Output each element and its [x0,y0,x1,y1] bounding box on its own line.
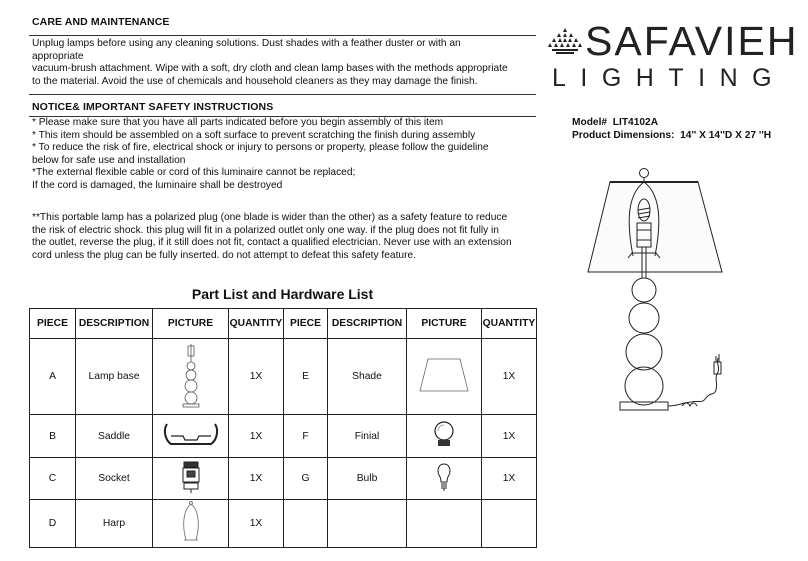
table-row [30,458,537,500]
picture-cell [407,339,482,415]
quantity-cell: 1X [482,415,537,458]
quantity-cell [482,500,537,548]
socket-icon [180,460,202,494]
quantity-cell: 1X [229,339,284,415]
column-header: QUANTITY [482,309,537,339]
brand-subtitle: LIGHTING [552,64,787,92]
description-cell: Socket [76,458,153,500]
model-info: Model# LIT4102A Product Dimensions: 14'' X 14''D X 27 ''H [572,117,772,141]
divider [29,35,536,36]
quantity-cell: 1X [229,415,284,458]
quantity-cell: 1X [229,500,284,548]
column-header: PIECE [284,309,328,339]
lamp-illustration [586,160,746,420]
safety-text: * Please make sure that you have all parts indicated before you begin assembly of this item * This item should be assembled on a soft surface to prevent scratching the finish during assembly * To reduce the risk of fire, electrical shock or injury to persons or property, please follow the guideline below for safe use and installation *The external flexible cable or cord of this luminaire cannot be replaced; If the cord is damaged, the luminaire shall be destroyed [32,117,489,191]
table-header-row [30,309,537,339]
column-header: DESCRIPTION [328,309,407,339]
piece-cell: G [284,458,328,500]
description-cell: Harp [76,500,153,548]
column-header: PIECE [30,309,76,339]
safety-heading: NOTICE& IMPORTANT SAFETY INSTRUCTIONS [32,101,274,113]
picture-cell [153,415,229,458]
picture-cell [407,415,482,458]
description-cell: Lamp base [76,339,153,415]
harp-icon [179,500,203,544]
chandelier-logo-icon [548,28,582,56]
quantity-cell: 1X [482,339,537,415]
description-cell: Shade [328,339,407,415]
care-text: Unplug lamps before using any cleaning solutions. Dust shades with a feather duster or with an appropriate vacuum-brush attachment. Wipe with a soft, dry cloth and clean lamp bases with the methods appropriate to the material. Avoid the use of chemicals and household cleaners as they may damage the finish. [32,38,508,87]
piece-cell: A [30,339,76,415]
table-row [30,415,537,458]
piece-cell: F [284,415,328,458]
picture-cell [153,458,229,500]
quantity-cell: 1X [229,458,284,500]
product-dimensions: 14'' X 14''D X 27 ''H [680,130,772,141]
description-cell: Bulb [328,458,407,500]
piece-cell: E [284,339,328,415]
piece-cell: C [30,458,76,500]
picture-cell [153,339,229,415]
saddle-icon [161,420,221,450]
column-header: PICTURE [407,309,482,339]
piece-cell [284,500,328,548]
piece-cell: D [30,500,76,548]
lamp-base-icon [176,342,206,408]
brand-logo [548,18,799,94]
plug-text: **This portable lamp has a polarized plug (one blade is wider than the other) as a safety feature to reduce the risk of electric shock. this plug will fit in a polarized outlet only one way. if the plug does not fit fully in the outlet, reverse the plug, if it still does not fit, contact a qualified electrician. Never use with an extension cord unless the plug can be fully inserted. do not attempt to defeat this safety feature. [32,212,512,261]
description-cell: Finial [328,415,407,458]
shade-icon [416,353,472,397]
quantity-cell: 1X [482,458,537,500]
column-header: PICTURE [153,309,229,339]
column-header: DESCRIPTION [76,309,153,339]
parts-table [29,308,537,548]
bulb-icon [435,462,453,492]
model-number: LIT4102A [612,117,659,128]
divider [29,94,536,95]
column-header: QUANTITY [229,309,284,339]
picture-cell [407,458,482,500]
table-row [30,339,537,415]
picture-cell [153,500,229,548]
brand-name: SAFAVIEH [585,18,799,64]
description-cell: Saddle [76,415,153,458]
piece-cell: B [30,415,76,458]
description-cell [328,500,407,548]
parts-table-title: Part List and Hardware List [191,286,374,302]
table-row [30,500,537,548]
care-heading: CARE AND MAINTENANCE [32,16,170,28]
picture-cell [407,500,482,548]
finial-icon [432,419,456,451]
